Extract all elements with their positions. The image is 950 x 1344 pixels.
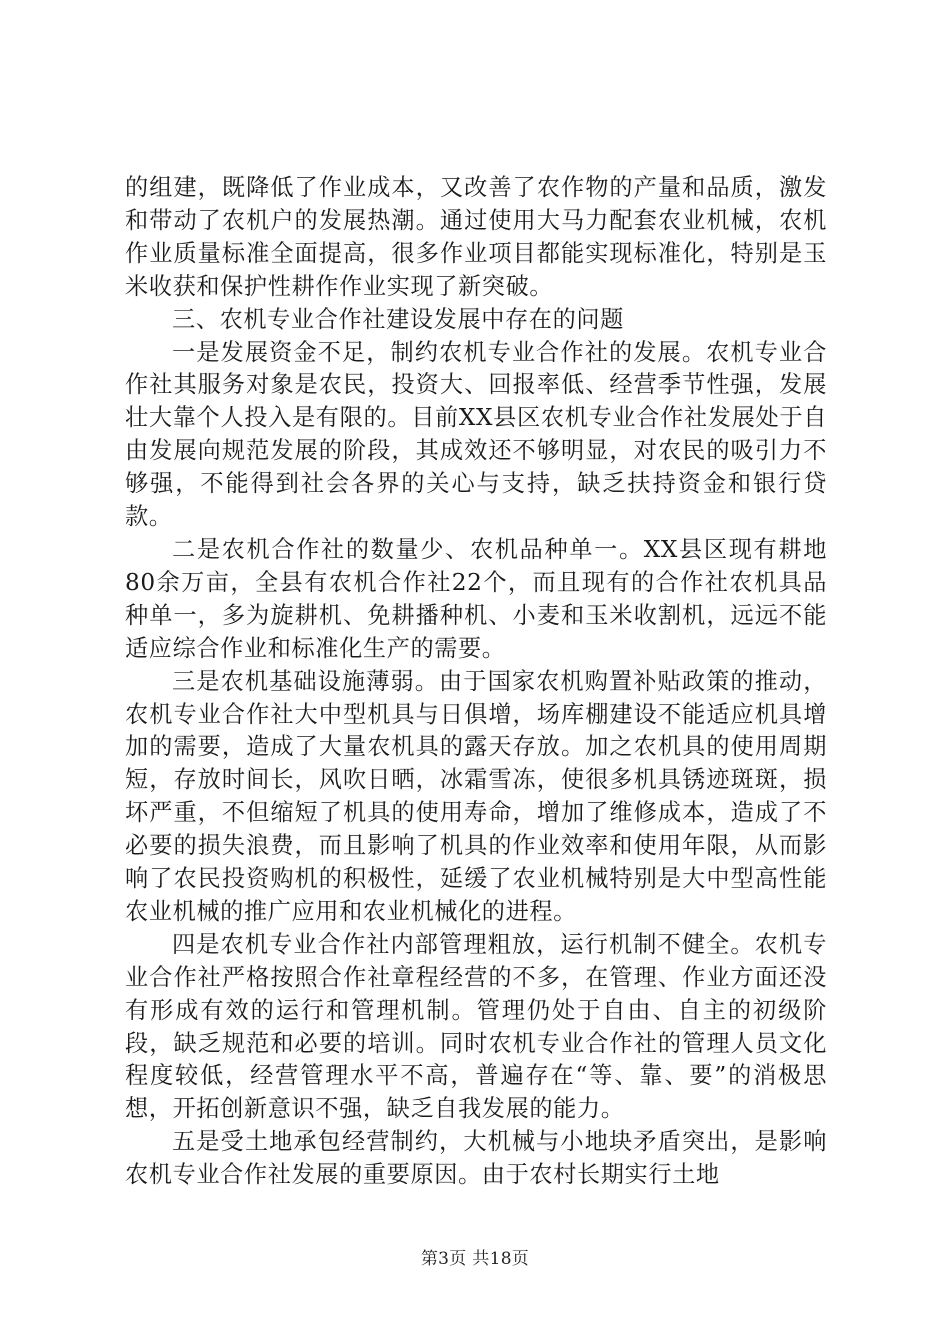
- paragraph-issue-2: 二是农机合作社的数量少、农机品种单一。XX县区现有耕地80余万亩，全县有农机合作社22个，而且现有的合作社农机具品种单一，多为旋耕机、免耕播种机、小麦和玉米收割机，远远不能适应综合作业和标准化生产的需要。: [125, 535, 827, 662]
- paragraph-issue-5: 五是受土地承包经营制约，大机械与小地块矛盾突出，是影响农机专业合作社发展的重要原因。由于农村长期实行土地: [125, 1128, 827, 1189]
- paragraph-continuation: 的组建，既降低了作业成本，又改善了农作物的产量和品质，激发和带动了农机户的发展热潮。通过使用大马力配套农业机械，农机作业质量标准全面提高，很多作业项目都能实现标准化，特别是玉米收获和保护性耕作作业实现了新突破。: [125, 174, 827, 300]
- document-page: [125, 172, 827, 1192]
- section-heading: 三、农机专业合作社建设发展中存在的问题: [172, 305, 624, 333]
- paragraph-issue-4: 四是农机专业合作社内部管理粗放，运行机制不健全。农机专业合作社严格按照合作社章程经营的不多，在管理、作业方面还没有形成有效的运行和管理机制。管理仍处于自由、自主的初级阶段，缺乏规范和必要的培训。同时农机专业合作社的管理人员文化程度较低，经营管理水平不高，普遍存在“等、靠、要”的消极思想，开拓创新意识不强，缺乏自我发展的能力。: [125, 930, 827, 1123]
- page-footer: 第3页 共18页: [420, 1249, 530, 1269]
- paragraph-issue-1: 一是发展资金不足，制约农机专业合作社的发展。农机专业合作社其服务对象是农民，投资大、回报率低、经营季节性强，发展壮大靠个人投入是有限的。目前XX县区农机专业合作社发展处于自由发展向规范发展的阶段，其成效还不够明显，对农民的吸引力不够强，不能得到社会各界的关心与支持，缺乏扶持资金和银行贷款。: [125, 338, 827, 531]
- paragraph-issue-3: 三是农机基础设施薄弱。由于国家农机购置补贴政策的推动，农机专业合作社大中型机具与日俱增，场库棚建设不能适应机具增加的需要，造成了大量农机具的露天存放。加之农机具的使用周期短，存放时间长，风吹日晒，冰霜雪冻，使很多机具锈迹斑斑，损坏严重，不但缩短了机具的使用寿命，增加了维修成本，造成了不必要的损失浪费，而且影响了机具的作业效率和使用年限，从而影响了农民投资购机的积极性，延缓了农业机械特别是大中型高性能农业机械的推广应用和农业机械化的进程。: [125, 667, 827, 925]
